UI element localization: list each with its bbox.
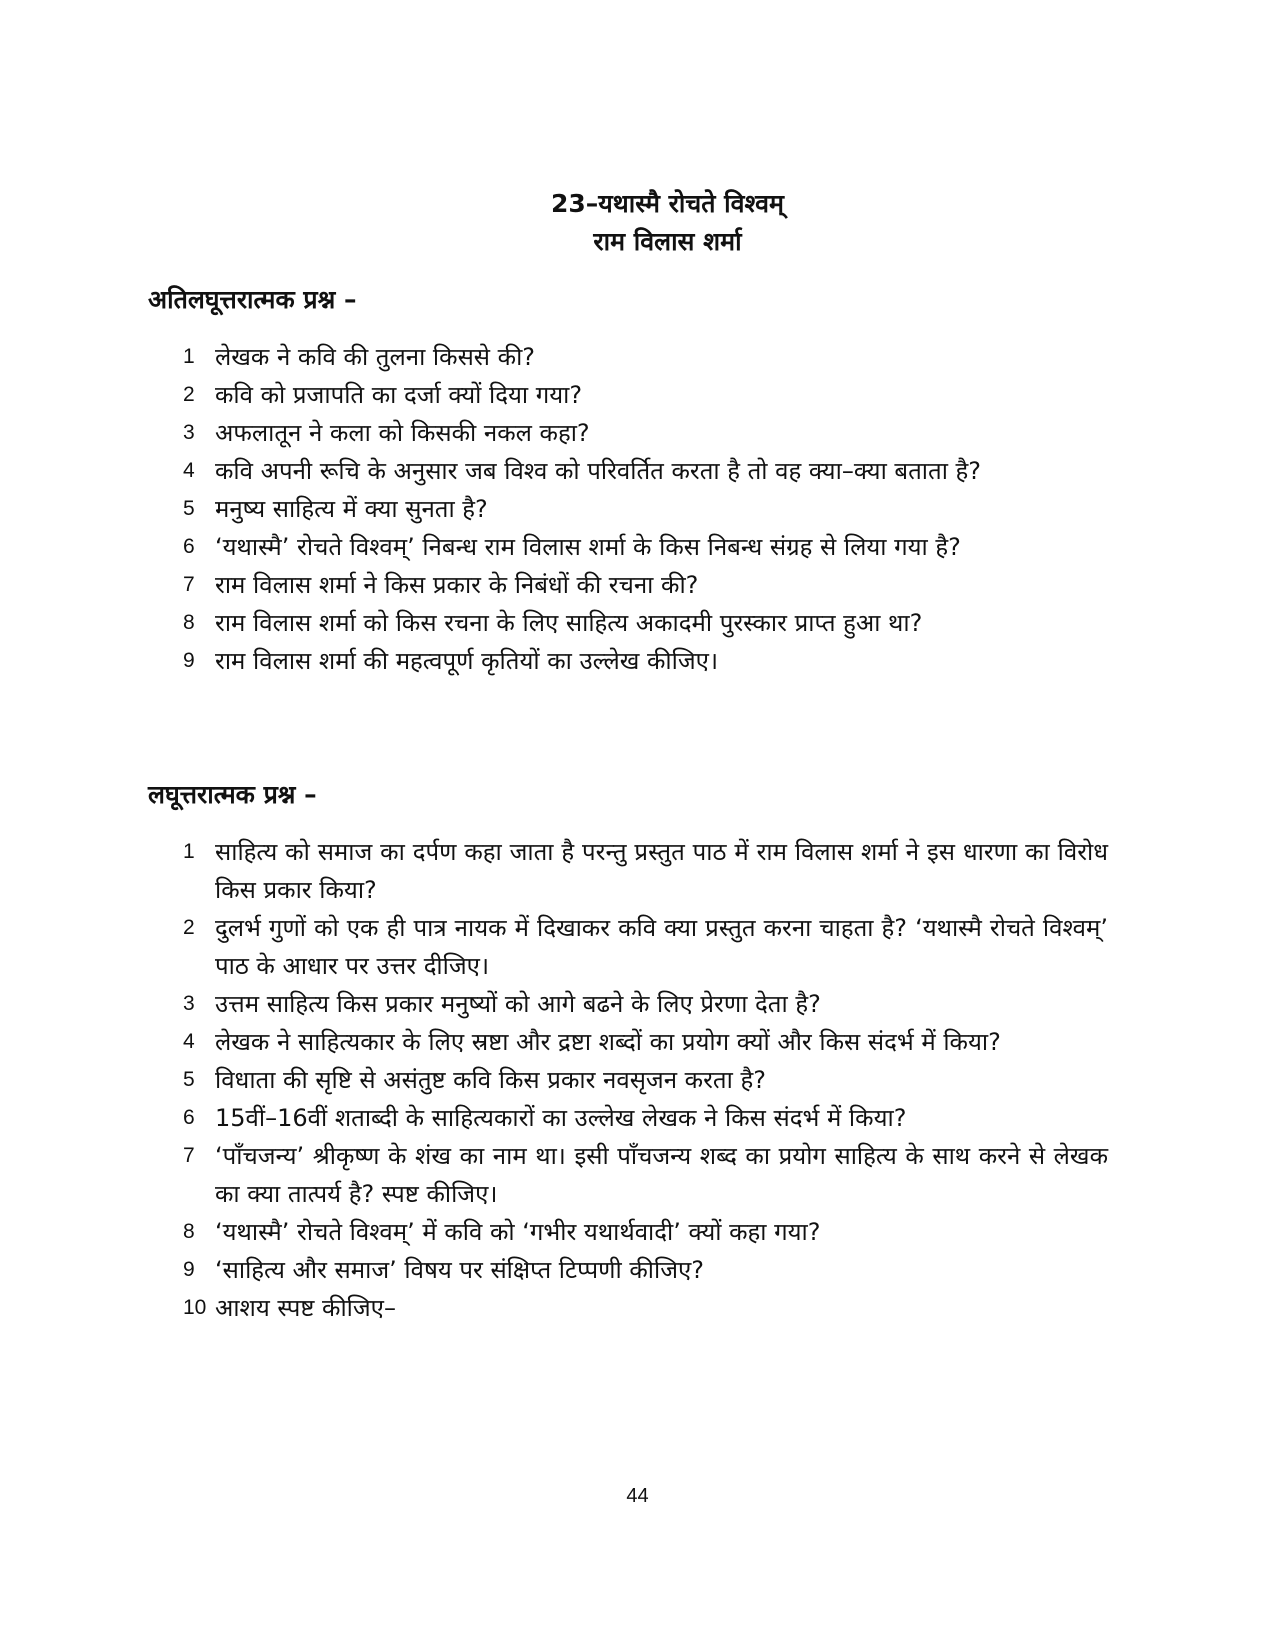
question-text: राम विलास शर्मा की महत्वपूर्ण कृतियों का उल्लेख कीजिए। — [215, 647, 719, 675]
question-number: 2 — [183, 916, 195, 939]
short-answer-section — [148, 775, 1108, 1327]
question-text: 15वीं–16वीं शताब्दी के साहित्यकारों का उल्लेख लेखक ने किस संदर्भ में किया? — [215, 1104, 907, 1132]
question-item — [183, 604, 1108, 642]
question-number: 9 — [183, 649, 195, 672]
question-number: 7 — [183, 573, 195, 596]
page-number: 44 — [626, 1485, 649, 1507]
question-text: विधाता की सृष्टि से असंतुष्ट कवि किस प्रकार नवसृजन करता है? — [215, 1066, 766, 1094]
question-item — [183, 909, 1108, 985]
question-item — [183, 985, 1108, 1023]
question-item — [183, 1213, 1108, 1251]
section-heading: अतिलघूत्तरात्मक प्रश्न – — [148, 285, 357, 314]
question-text: मनुष्य साहित्य में क्या सुनता है? — [215, 495, 488, 523]
question-number: 1 — [183, 840, 195, 863]
question-item — [183, 1289, 1108, 1327]
question-item — [183, 833, 1108, 909]
question-number: 6 — [183, 535, 195, 558]
question-list — [148, 338, 1108, 680]
question-text: कवि को प्रजापति का दर्जा क्यों दिया गया? — [215, 381, 583, 409]
question-text: उत्तम साहित्य किस प्रकार मनुष्यों को आगे बढने के लिए प्रेरणा देता है? — [215, 990, 821, 1018]
question-item — [183, 376, 1108, 414]
question-list — [148, 833, 1108, 1327]
question-text: ‘यथास्मै’ रोचते विश्वम्’ निबन्ध राम विलास शर्मा के किस निबन्ध संग्रह से लिया गया है? — [215, 533, 961, 561]
section-heading: लघूत्तरात्मक प्रश्न – — [148, 780, 317, 809]
question-item — [183, 414, 1108, 452]
question-number: 1 — [183, 345, 195, 368]
author-name: राम विलास शर्मा — [593, 227, 742, 256]
question-number: 5 — [183, 497, 195, 520]
question-item — [183, 1099, 1108, 1137]
question-item — [183, 1061, 1108, 1099]
question-number: 10 — [183, 1296, 207, 1319]
question-text: अफलातून ने कला को किसकी नकल कहा? — [215, 419, 590, 447]
question-number: 8 — [183, 611, 195, 634]
question-number: 2 — [183, 383, 195, 406]
question-text: राम विलास शर्मा को किस रचना के लिए साहित्य अकादमी पुरस्कार प्राप्त हुआ था? — [215, 609, 923, 637]
question-item — [183, 1137, 1108, 1213]
question-text: ‘यथास्मै’ रोचते विश्वम्’ में कवि को ‘गभीर यथार्थवादी’ क्यों कहा गया? — [215, 1218, 821, 1246]
question-text: ‘पाँचजन्य’ श्रीकृष्ण के शंख का नाम था। इसी पाँचजन्य शब्द का प्रयोग साहित्य के साथ करने से लेखक का क्या तात्पर्य है? स्पष्ट कीजिए। — [215, 1142, 1108, 1208]
question-number: 4 — [183, 459, 195, 482]
question-number: 3 — [183, 992, 195, 1015]
question-number: 5 — [183, 1068, 195, 1091]
question-item — [183, 452, 1108, 490]
question-text: राम विलास शर्मा ने किस प्रकार के निबंधों की रचना की? — [215, 571, 699, 599]
question-item — [183, 490, 1108, 528]
question-number: 8 — [183, 1220, 195, 1243]
question-item — [183, 338, 1108, 376]
question-text: साहित्य को समाज का दर्पण कहा जाता है परन्तु प्रस्तुत पाठ में राम विलास शर्मा ने इस धारणा का विरोध किस प्रकार किया? — [215, 838, 1108, 904]
question-number: 9 — [183, 1258, 195, 1281]
question-item — [183, 1023, 1108, 1061]
question-item — [183, 642, 1108, 680]
question-text: आशय स्पष्ट कीजिए– — [215, 1294, 396, 1322]
question-number: 4 — [183, 1030, 195, 1053]
question-text: कवि अपनी रूचि के अनुसार जब विश्व को परिवर्तित करता है तो वह क्या–क्या बताता है? — [215, 457, 982, 485]
chapter-title: 23–यथास्मै रोचते विश्वम् — [551, 189, 784, 218]
chapter-title-block — [0, 185, 1275, 261]
question-text: लेखक ने साहित्यकार के लिए स्रष्टा और द्रष्टा शब्दों का प्रयोग क्यों और किस संदर्भ में किया? — [215, 1028, 1001, 1056]
question-item — [183, 528, 1108, 566]
question-item — [183, 1251, 1108, 1289]
question-text: दुलर्भ गुणों को एक ही पात्र नायक में दिखाकर कवि क्या प्रस्तुत करना चाहता है? ‘यथास्मै रोचते विश्वम्’ पाठ के आधार पर उत्तर दीजिए। — [215, 914, 1108, 980]
question-text: ‘साहित्य और समाज’ विषय पर संक्षिप्त टिप्पणी कीजिए? — [215, 1256, 705, 1284]
question-number: 6 — [183, 1106, 195, 1129]
question-number: 7 — [183, 1144, 195, 1167]
question-text: लेखक ने कवि की तुलना किससे की? — [215, 343, 536, 371]
very-short-answer-section — [148, 280, 1108, 680]
question-item — [183, 566, 1108, 604]
question-number: 3 — [183, 421, 195, 444]
